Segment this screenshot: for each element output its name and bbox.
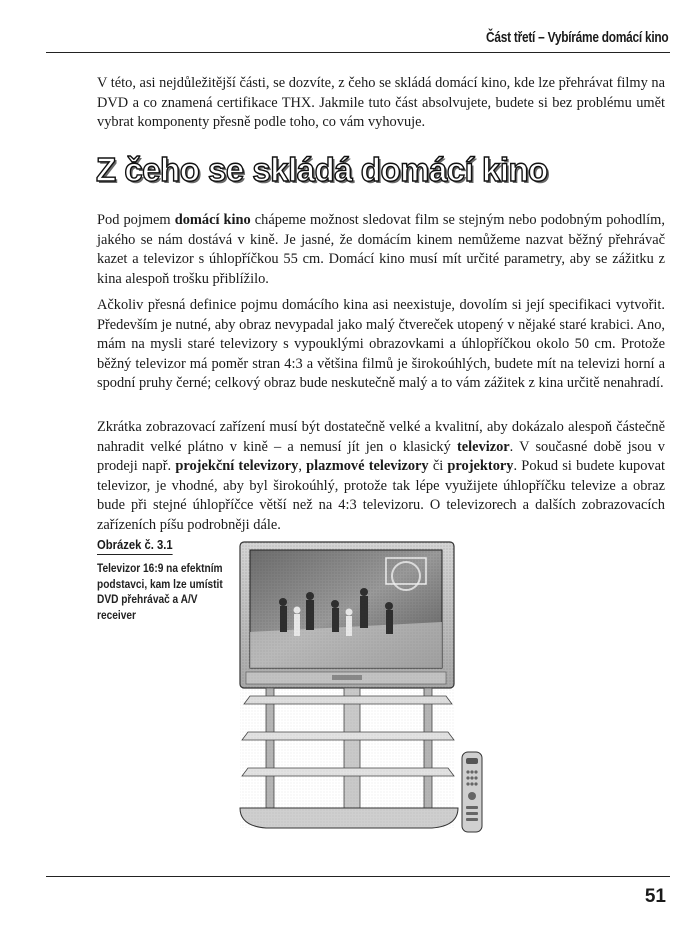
- figure-label: Obrázek č. 3.1: [97, 538, 173, 555]
- term-plasma-tv: plazmové televizory: [306, 458, 429, 475]
- term-projection-tv: projekční televizory: [175, 458, 299, 475]
- page-number: 51: [644, 886, 666, 907]
- term-home-cinema: domácí kino: [174, 212, 251, 228]
- tv-stand-illustration: [236, 536, 496, 838]
- term-projectors: projektory: [447, 458, 514, 475]
- figure-caption-text: Televizor 16:9 na efektním podstavci, kam lze umístit DVD přehrávač a A/V receiver: [97, 561, 223, 622]
- section-heading: Z čeho se skládá domácí kino: [96, 151, 548, 188]
- paragraph-definition: Pod pojmem domácí kino chápeme možnost sledovat film se stejným nebo podobným pohodlím, jakého se nám dostává v kině. Je jasné, že domácím kinem nemůžeme nazvat běžný přehrávač kazet a televizor s úhlopříčkou 55 cm. Domácí kino musí mít určité parametry, aby se zážitku z kina alespoň trošku přiblížilo.: [97, 212, 665, 287]
- header-rule: [46, 52, 670, 53]
- paragraph-display-devices: Zkrátka zobrazovací zařízení musí být dostatečně velké a kvalitní, aby dokázalo alespoň částečně nahradit velké plátno v kině – a nemusí jít jen o klasický televizor. V současné době jsou v prodeji např. projekční televizory, plazmové televizory či projektory. Pokud si budete kupovat televizor, je vhodné, aby byl širokoúhlý, protože tak lépe využijete úhlopříčku televize a obraz bude při stejné úhlopříčce větší než na 4:3 televizoru. O televizorech a dalších zobrazovacích zařízeních píšu podrobněji dále.: [97, 419, 666, 533]
- paragraph-specification: Ačkoliv přesná definice pojmu domácího kina asi neexistuje, dovolím si její specifikaci vytvořit. Především je nutné, aby obraz nevypadal jako malý čtvereček utopený v nějaké staré krabici. Ano, mám na mysli staré televizory s vypouklými obrazovkami a úhlopříčkou okolo 50 cm. Protože běžný televizor má poměr stran 4:3 a většina filmů je širokoúhlých, budete mít na televizi horní a spodní pruhy černé; celkový obraz bude neskutečně malý a to vám zážitek z kina určitě nenahradí.: [97, 297, 665, 392]
- remote-control-icon: [462, 752, 482, 832]
- term-televizor: televizor: [456, 438, 510, 455]
- footer-rule: [46, 876, 670, 877]
- figure-caption: [97, 536, 237, 623]
- running-header-title: Část třetí – Vybíráme domácí kino: [485, 30, 668, 46]
- intro-paragraph: V této, asi nejdůležitější části, se dozvíte, z čeho se skládá domácí kino, kde lze přehrávat filmy na DVD a co znamená certifikace THX. Jakmile tuto část absolvujete, budete si bez problému umět vybrat komponenty přesně podle toho, co vám vyhovuje.: [97, 75, 665, 131]
- figure-tv-on-stand: [236, 536, 496, 838]
